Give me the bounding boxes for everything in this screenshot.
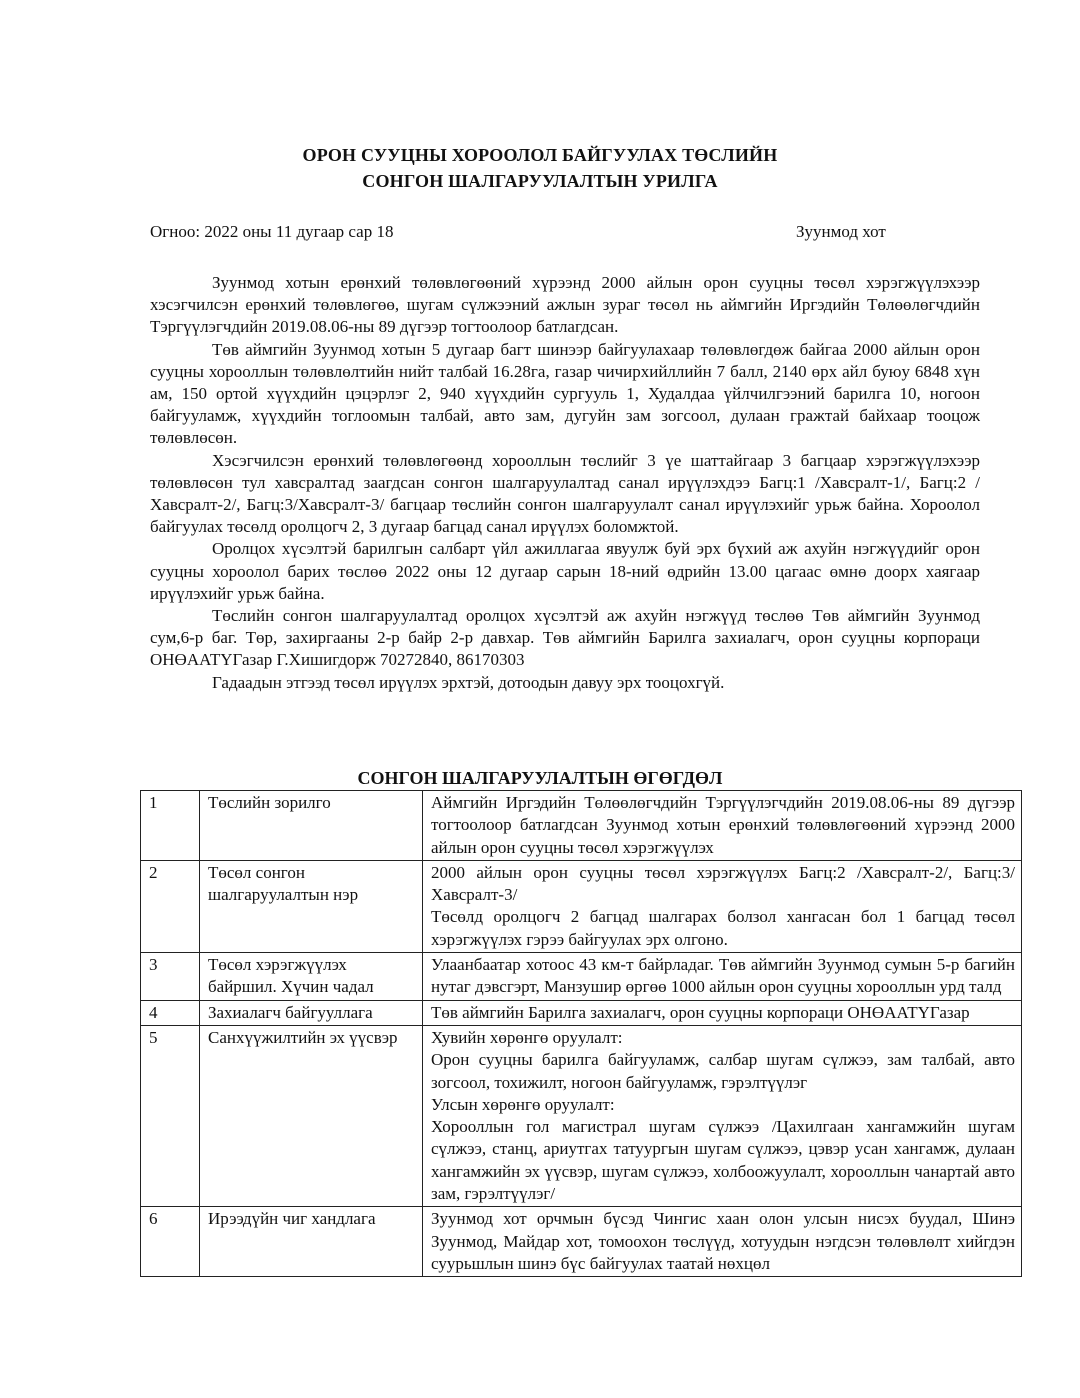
- row-label: Төсөл сонгон шалгаруулалтын нэр: [200, 860, 423, 952]
- document-title-line-1: ОРОН СУУЦНЫ ХОРООЛОЛ БАЙГУУЛАХ ТӨСЛИЙН: [302, 145, 778, 165]
- paragraph: Хэсэгчилсэн ерөнхий төлөвлөгөөнд хорооллын төслийг 3 үе шаттайгаар 3 багцаар хэрэгжүүлэхээр төлөвлөсөн тул хавсралтад заагдсан сонгон шалгаруулалтад санал ирүүлэхдээ Багц:1 /Хавсралт-1/, Багц:2 /Хавсралт-2/, Багц:3/Хавсралт-3/ багцаар төслийн сонгон шалгаруулалт санал ирүүлэхийг урьж байна. Хороолол байгуулах төсөлд оролцогч 2, 3 дугаар багцад санал ирүүлэх боломжтой.: [150, 450, 980, 537]
- date-line: Огноо: 2022 оны 11 дугаар сар 18: [150, 222, 394, 241]
- row-value-line: Улаанбаатар хотоос 43 км-т байрладаг. Төв аймгийн Зуунмод сумын 5-р багийн нутаг дэвсгэрт, Манзушир өргөө 1000 айлын орон сууцны хорооллын урд талд: [431, 955, 1015, 997]
- row-value-line: Зуунмод хот орчмын бүсэд Чингис хаан олон улсын нисэх буудал, Шинэ Зуунмод, Майдар хот, томоохон төслүүд, хотуудын нэгдсэн төлөвлөлт хийгдэн суурьшлын шинэ бүс байгуулах таатай нөхцөл: [431, 1209, 1015, 1273]
- location-line: Зуунмод хот: [796, 222, 886, 241]
- row-value-line: Орон сууцны барилга байгууламж, салбар шугам сүлжээ, зам талбай, авто зогсоол, тохижилт, ногоон байгууламж, гэрэлтүүлэг: [431, 1050, 1015, 1092]
- paragraph: Гадаадын этгээд төсөл ирүүлэх эрхтэй, дотоодын давуу эрх тооцохгүй.: [212, 672, 725, 692]
- row-value-line: Хувийн хөрөнгө оруулалт:: [431, 1027, 623, 1047]
- paragraph: Төв аймгийн Зуунмод хотын 5 дугаар багт шинээр байгуулахаар төлөвлөгдөж байгаа 2000 айлын орон сууцны хорооллын төлөвлөлтийн нийт талбай 16.28га, газар чичирхийллийн 7 балл, 2140 өрх айл буюу 6848 хүн ам, 150 ортой хүүхдийн цэцэрлэг 2, 940 хүүхдийн сургууль 1, Худалдаа үйлчилгээний барилга 10, ногоон байгууламж, хүүхдийн тоглоомын талбай, авто зам, дугуйн зам зогсоол, дулаан гражтай байхаар тооцож төлөвлөсөн.: [150, 339, 980, 448]
- row-number: 6: [141, 1207, 200, 1277]
- row-value-line: Төсөлд оролцогч 2 багцад шалгарах болзол хангасан бол 1 багцад төсөл хэрэгжүүлэх гэрээ байгуулах эрх олгоно.: [431, 907, 1015, 949]
- row-label: Санхүүжилтийн эх үүсвэр: [200, 1025, 423, 1206]
- table-row: [141, 1000, 1022, 1025]
- paragraph: Төслийн сонгон шалгаруулалтад оролцох хүсэлтэй аж ахуйн нэгжүүд төслөө Төв аймгийн Зуунмод сум,6-р баг. Төр, захиргааны 2-р байр 2-р давхар. Төв аймгийн Барилга захиалагч, орон сууцны корпораци ОНӨААТҮГазар Г.Хишигдорж 70272840, 86170303: [150, 606, 980, 670]
- row-value: [423, 953, 1022, 1001]
- row-value: [423, 1207, 1022, 1277]
- row-value-line: Улсын хөрөнгө оруулалт:: [431, 1094, 615, 1114]
- table-title: СОНГОН ШАЛГАРУУЛАЛТЫН ӨГӨГДӨЛ: [357, 768, 723, 788]
- paragraph: Оролцох хүсэлтэй барилгын салбарт үйл ажиллагаа явуулж буй эрх бүхий аж ахуйн нэгжүүдийг орон сууцны хороолол барих төслөө 2022 оны 12 дугаар сарын 18-ний өдрийн 13.00 цагаас өмнө доорх хаягаар ирүүлэхийг урьж байна.: [150, 539, 980, 603]
- row-value: [423, 860, 1022, 952]
- row-number: 2: [141, 860, 200, 952]
- invitation-body: [150, 272, 980, 694]
- row-label: Төсөл хэрэгжүүлэх байршил. Хүчин чадал: [200, 953, 423, 1001]
- table-row: [141, 953, 1022, 1001]
- table-row: [141, 860, 1022, 952]
- table-row: [141, 791, 1022, 861]
- row-value: [423, 791, 1022, 861]
- row-value: [423, 1025, 1022, 1206]
- table-row: [141, 1025, 1022, 1206]
- row-value-line: Аймгийн Иргэдийн Төлөөлөгчдийн Тэргүүлэгчдийн 2019.08.06-ны 89 дүгээр тогтоолоор батлагдсан Зуунмод хотын ерөнхий төлөвлөгөөний хүрээнд 2000 айлын орон сууцны төсөл хэрэгжүүлэх: [431, 793, 1015, 857]
- row-number: 1: [141, 791, 200, 861]
- row-value: [423, 1000, 1022, 1025]
- row-value-line: Хорооллын гол магистрал шугам сүлжээ /Цахилгаан хангамжийн шугам сүлжээ, станц, ариутгах татуургын шугам сүлжээ, цэвэр усан хангамж, дулаан хангамжийн эх үүсвэр, шугам сүлжээ, холбоожуулалт, хорооллын чанартай авто зам, гэрэлтүүлэг/: [431, 1117, 1015, 1204]
- row-label: Захиалагч байгууллага: [200, 1000, 423, 1025]
- row-value-line: 2000 айлын орон сууцны төсөл хэрэгжүүлэх Багц:2 /Хавсралт-2/, Багц:3/Хавсралт-3/: [431, 862, 1015, 905]
- row-number: 3: [141, 953, 200, 1001]
- table-row: [141, 1207, 1022, 1277]
- row-label: Ирээдүйн чиг хандлага: [200, 1207, 423, 1277]
- row-label: Төслийн зорилго: [200, 791, 423, 861]
- row-number: 4: [141, 1000, 200, 1025]
- document-title-line-2: СОНГОН ШАЛГАРУУЛАЛТЫН УРИЛГА: [362, 171, 718, 191]
- paragraph: Зуунмод хотын ерөнхий төлөвлөгөөний хүрээнд 2000 айлын орон сууцны төсөл хэрэгжүүлэхээр хэсэгчилсэн ерөнхий төлөвлөгөө, шугам сүлжээний ажлын зураг төсөл нь аймгийн Иргэдийн Төлөөлөгчдийн Тэргүүлэгчдийн 2019.08.06-ны 89 дүгээр тогтоолоор батлагдсан.: [150, 273, 980, 337]
- row-number: 5: [141, 1025, 200, 1206]
- row-value-line: Төв аймгийн Барилга захиалагч, орон сууцны корпораци ОНӨААТҮГазар: [431, 1002, 970, 1022]
- data-table: [140, 790, 1022, 1277]
